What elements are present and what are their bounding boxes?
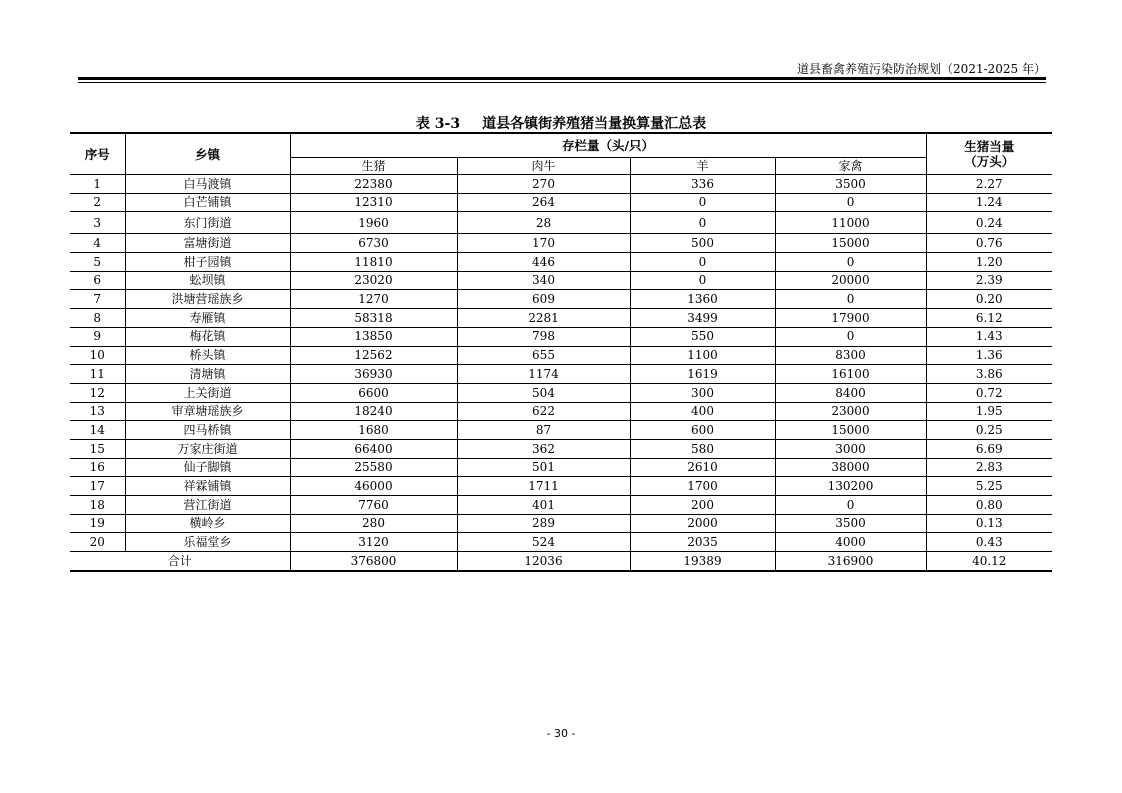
cell-cattle: 655 [457, 346, 630, 365]
cell-sheep: 1619 [630, 365, 775, 384]
cell-cattle: 270 [457, 175, 630, 194]
table-row [70, 477, 1052, 496]
table-row [70, 346, 1052, 365]
table-row [70, 290, 1052, 309]
livestock-summary-table [70, 132, 1052, 572]
cell-equivalent: 6.12 [926, 309, 1052, 328]
cell-index: 9 [70, 327, 125, 346]
cell-poultry: 8400 [775, 383, 926, 402]
table-row [70, 193, 1052, 212]
cell-cattle: 798 [457, 327, 630, 346]
page-number: - 30 - [546, 727, 576, 740]
cell-town: 东门街道 [125, 212, 290, 234]
cell-index: 3 [70, 212, 125, 234]
total-sheep: 19389 [630, 552, 775, 571]
cell-index: 10 [70, 346, 125, 365]
cell-poultry: 0 [775, 327, 926, 346]
cell-pig: 1270 [290, 290, 457, 309]
cell-town: 万家庄街道 [125, 439, 290, 458]
cell-town: 四马桥镇 [125, 421, 290, 440]
cell-pig: 25580 [290, 458, 457, 477]
cell-poultry: 16100 [775, 365, 926, 384]
cell-sheep: 200 [630, 496, 775, 515]
cell-equivalent: 2.83 [926, 458, 1052, 477]
cell-index: 17 [70, 477, 125, 496]
cell-pig: 6600 [290, 383, 457, 402]
cell-cattle: 501 [457, 458, 630, 477]
header-rule-thin [78, 82, 1046, 83]
cell-equivalent: 1.24 [926, 193, 1052, 212]
table-row [70, 514, 1052, 533]
cell-town: 富塘街道 [125, 234, 290, 253]
cell-sheep: 0 [630, 253, 775, 272]
cell-poultry: 0 [775, 496, 926, 515]
cell-pig: 18240 [290, 402, 457, 421]
col-header-poultry: 家禽 [775, 158, 926, 175]
cell-cattle: 170 [457, 234, 630, 253]
cell-equivalent: 6.69 [926, 439, 1052, 458]
cell-equivalent: 2.39 [926, 271, 1052, 290]
table-row [70, 365, 1052, 384]
cell-cattle: 609 [457, 290, 630, 309]
table-row [70, 175, 1052, 194]
header-rule-thick [78, 77, 1046, 80]
cell-cattle: 622 [457, 402, 630, 421]
cell-pig: 280 [290, 514, 457, 533]
col-header-equivalent-line1: 生猪当量 [964, 139, 1015, 154]
cell-poultry: 38000 [775, 458, 926, 477]
cell-cattle: 340 [457, 271, 630, 290]
cell-pig: 3120 [290, 533, 457, 552]
cell-equivalent: 1.95 [926, 402, 1052, 421]
cell-poultry: 0 [775, 193, 926, 212]
cell-town: 上关街道 [125, 383, 290, 402]
table-header-row [70, 133, 1052, 158]
cell-cattle: 401 [457, 496, 630, 515]
cell-sheep: 1100 [630, 346, 775, 365]
cell-town: 横岭乡 [125, 514, 290, 533]
cell-index: 20 [70, 533, 125, 552]
cell-cattle: 289 [457, 514, 630, 533]
cell-cattle: 2281 [457, 309, 630, 328]
cell-poultry: 0 [775, 290, 926, 309]
cell-index: 18 [70, 496, 125, 515]
cell-cattle: 1711 [457, 477, 630, 496]
cell-equivalent: 0.25 [926, 421, 1052, 440]
cell-equivalent: 1.43 [926, 327, 1052, 346]
col-header-stock-group: 存栏量（头/只） [290, 133, 926, 158]
cell-equivalent: 0.72 [926, 383, 1052, 402]
cell-pig: 58318 [290, 309, 457, 328]
cell-sheep: 1360 [630, 290, 775, 309]
cell-index: 13 [70, 402, 125, 421]
cell-sheep: 580 [630, 439, 775, 458]
cell-equivalent: 0.13 [926, 514, 1052, 533]
cell-pig: 1960 [290, 212, 457, 234]
col-header-index: 序号 [70, 133, 125, 175]
cell-poultry: 130200 [775, 477, 926, 496]
cell-equivalent: 2.27 [926, 175, 1052, 194]
table-row [70, 327, 1052, 346]
cell-poultry: 20000 [775, 271, 926, 290]
cell-index: 6 [70, 271, 125, 290]
cell-index: 14 [70, 421, 125, 440]
table-row [70, 458, 1052, 477]
cell-pig: 36930 [290, 365, 457, 384]
table-row [70, 402, 1052, 421]
cell-pig: 12562 [290, 346, 457, 365]
cell-sheep: 0 [630, 212, 775, 234]
cell-cattle: 446 [457, 253, 630, 272]
cell-pig: 46000 [290, 477, 457, 496]
cell-poultry: 3500 [775, 175, 926, 194]
cell-sheep: 600 [630, 421, 775, 440]
cell-index: 5 [70, 253, 125, 272]
cell-equivalent: 0.24 [926, 212, 1052, 234]
cell-pig: 13850 [290, 327, 457, 346]
cell-sheep: 500 [630, 234, 775, 253]
cell-index: 16 [70, 458, 125, 477]
col-header-town: 乡镇 [125, 133, 290, 175]
cell-pig: 12310 [290, 193, 457, 212]
cell-pig: 11810 [290, 253, 457, 272]
table-title-text: 道县各镇街养殖猪当量换算量汇总表 [482, 116, 707, 132]
cell-town: 白芒铺镇 [125, 193, 290, 212]
cell-town: 营江街道 [125, 496, 290, 515]
table-body [70, 175, 1052, 571]
cell-sheep: 2610 [630, 458, 775, 477]
table-row [70, 253, 1052, 272]
cell-poultry: 0 [775, 253, 926, 272]
cell-town: 桥头镇 [125, 346, 290, 365]
cell-cattle: 264 [457, 193, 630, 212]
cell-pig: 66400 [290, 439, 457, 458]
table-row [70, 309, 1052, 328]
cell-poultry: 3500 [775, 514, 926, 533]
cell-poultry: 23000 [775, 402, 926, 421]
col-header-equivalent [926, 133, 1052, 175]
cell-equivalent: 0.76 [926, 234, 1052, 253]
cell-pig: 23020 [290, 271, 457, 290]
cell-poultry: 3000 [775, 439, 926, 458]
cell-index: 15 [70, 439, 125, 458]
cell-equivalent: 0.80 [926, 496, 1052, 515]
total-pig: 376800 [290, 552, 457, 571]
cell-town: 柑子园镇 [125, 253, 290, 272]
table-row [70, 271, 1052, 290]
total-equivalent: 40.12 [926, 552, 1052, 571]
cell-town: 白马渡镇 [125, 175, 290, 194]
table-row [70, 234, 1052, 253]
total-row [70, 552, 1052, 571]
cell-pig: 7760 [290, 496, 457, 515]
cell-town: 乐福堂乡 [125, 533, 290, 552]
cell-pig: 1680 [290, 421, 457, 440]
table-row [70, 383, 1052, 402]
cell-town: 审章塘瑶族乡 [125, 402, 290, 421]
table-row [70, 439, 1052, 458]
col-header-equivalent-line2: （万头） [964, 154, 1015, 169]
cell-sheep: 0 [630, 271, 775, 290]
cell-index: 19 [70, 514, 125, 533]
total-label: 合计 [70, 552, 290, 571]
cell-equivalent: 0.20 [926, 290, 1052, 309]
table-row [70, 421, 1052, 440]
cell-cattle: 362 [457, 439, 630, 458]
cell-poultry: 15000 [775, 234, 926, 253]
cell-sheep: 2035 [630, 533, 775, 552]
cell-equivalent: 0.43 [926, 533, 1052, 552]
total-cattle: 12036 [457, 552, 630, 571]
cell-town: 蚣坝镇 [125, 271, 290, 290]
cell-equivalent: 3.86 [926, 365, 1052, 384]
table-row [70, 496, 1052, 515]
cell-sheep: 336 [630, 175, 775, 194]
cell-town: 洪塘营瑶族乡 [125, 290, 290, 309]
cell-cattle: 28 [457, 212, 630, 234]
cell-index: 11 [70, 365, 125, 384]
cell-poultry: 11000 [775, 212, 926, 234]
cell-poultry: 15000 [775, 421, 926, 440]
cell-cattle: 1174 [457, 365, 630, 384]
cell-index: 2 [70, 193, 125, 212]
cell-poultry: 4000 [775, 533, 926, 552]
cell-equivalent: 5.25 [926, 477, 1052, 496]
cell-town: 清塘镇 [125, 365, 290, 384]
cell-town: 梅花镇 [125, 327, 290, 346]
cell-index: 1 [70, 175, 125, 194]
table-row [70, 533, 1052, 552]
cell-sheep: 3499 [630, 309, 775, 328]
cell-pig: 6730 [290, 234, 457, 253]
cell-cattle: 504 [457, 383, 630, 402]
cell-sheep: 2000 [630, 514, 775, 533]
col-header-pig: 生猪 [290, 158, 457, 175]
document-running-header: 道县畜禽养殖污染防治规划（2021-2025 年） [797, 62, 1046, 76]
cell-sheep: 400 [630, 402, 775, 421]
cell-equivalent: 1.20 [926, 253, 1052, 272]
cell-sheep: 0 [630, 193, 775, 212]
cell-cattle: 87 [457, 421, 630, 440]
total-poultry: 316900 [775, 552, 926, 571]
cell-poultry: 17900 [775, 309, 926, 328]
cell-sheep: 550 [630, 327, 775, 346]
cell-town: 寿雁镇 [125, 309, 290, 328]
cell-index: 12 [70, 383, 125, 402]
col-header-sheep: 羊 [630, 158, 775, 175]
cell-cattle: 524 [457, 533, 630, 552]
cell-equivalent: 1.36 [926, 346, 1052, 365]
cell-town: 仙子脚镇 [125, 458, 290, 477]
cell-index: 8 [70, 309, 125, 328]
table-row [70, 212, 1052, 234]
cell-pig: 22380 [290, 175, 457, 194]
cell-sheep: 1700 [630, 477, 775, 496]
col-header-cattle: 肉牛 [457, 158, 630, 175]
cell-poultry: 8300 [775, 346, 926, 365]
cell-index: 4 [70, 234, 125, 253]
cell-index: 7 [70, 290, 125, 309]
table-number: 表 3-3 [415, 116, 461, 132]
cell-town: 祥霖铺镇 [125, 477, 290, 496]
table-title [0, 113, 1122, 133]
cell-sheep: 300 [630, 383, 775, 402]
